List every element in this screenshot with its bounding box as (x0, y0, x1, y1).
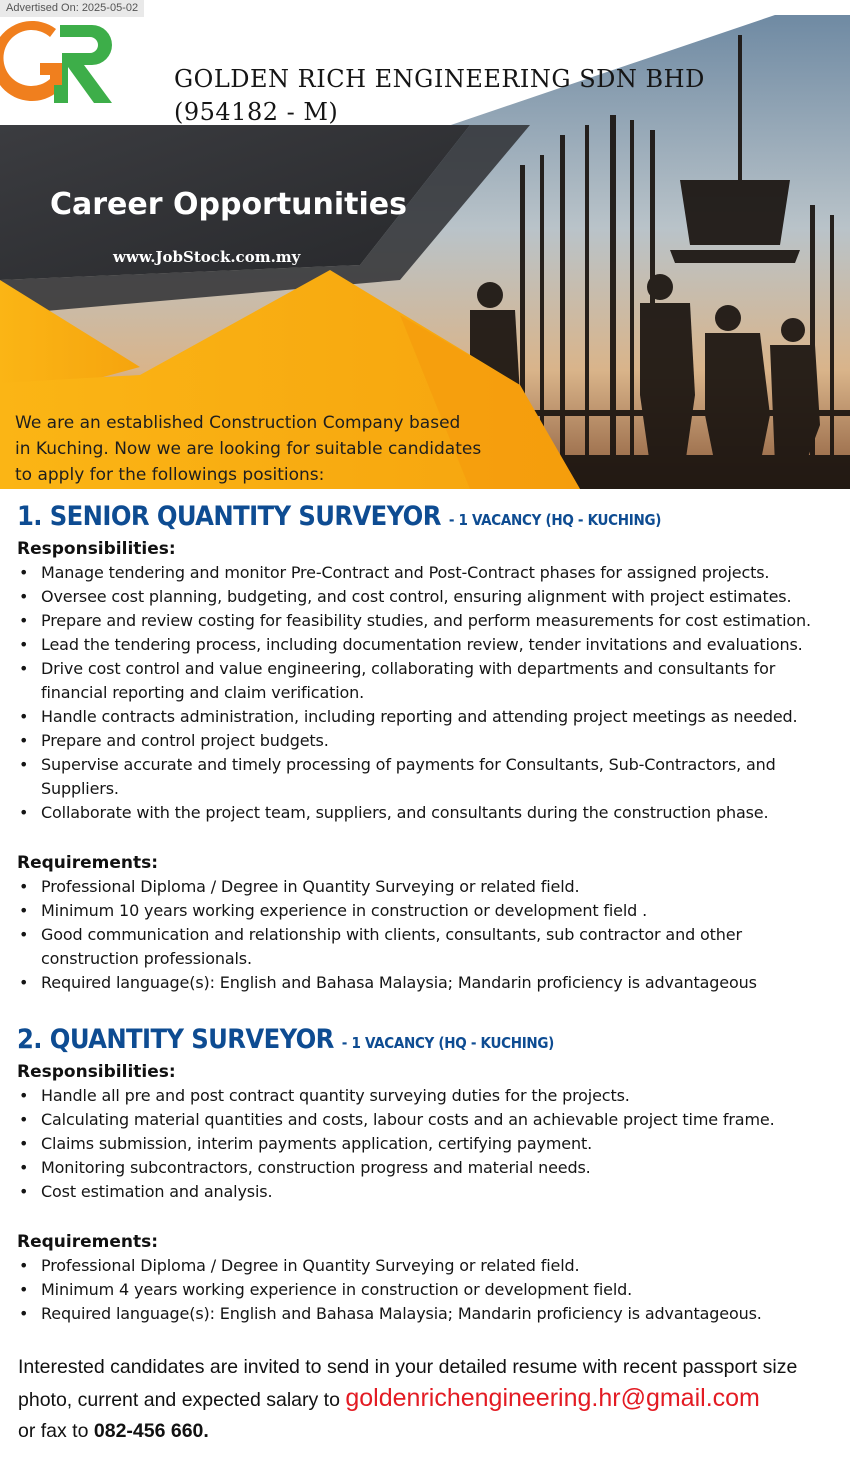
list-item: • Cost estimation and analysis. (17, 1180, 842, 1204)
intro-text (15, 410, 505, 488)
list-item: • Good communication and relationship with clients, consultants, sub contractor and other construction professionals. (17, 923, 842, 971)
responsibilities-list (17, 561, 842, 825)
list-item: • Handle contracts administration, including reporting and attending project meetings as needed. (17, 705, 842, 729)
list-item: • Calculating material quantities and costs, labour costs and an achievable project time frame. (17, 1108, 842, 1132)
contact-info (18, 1352, 833, 1447)
job-vacancy: - 1 VACANCY (HQ - KUCHING) (448, 511, 662, 529)
website-link[interactable]: www.JobStock.com.my (113, 248, 301, 266)
list-item: • Supervise accurate and timely processing of payments for Consultants, Sub-Contractors, and Suppliers. (17, 753, 842, 801)
list-item: • Oversee cost planning, budgeting, and cost control, ensuring alignment with project estimates. (17, 585, 842, 609)
list-item: • Claims submission, interim payments application, certifying payment. (17, 1132, 842, 1156)
contact-email-link[interactable]: goldenrichengineering.hr@gmail.com (345, 1384, 760, 1412)
company-registration: (954182 - M) (174, 98, 339, 126)
company-name (174, 63, 705, 129)
requirements-heading: Requirements: (17, 853, 159, 873)
list-item: • Collaborate with the project team, suppliers, and consultants during the construction phase. (17, 801, 842, 825)
spacer (17, 1204, 842, 1230)
career-opportunities-heading: Career Opportunities (50, 187, 408, 222)
list-item: • Required language(s): English and Bahasa Malaysia; Mandarin proficiency is advantageous. (17, 1302, 842, 1326)
contact-fax-number: 082-456 660. (93, 1420, 209, 1442)
job-quantity-surveyor (17, 1023, 842, 1326)
contact-text: Interested candidates are invited to send in your detailed resume with recent passport size photo, current and expected salary to (18, 1356, 798, 1411)
job-title-text: 2. QUANTITY SURVEYOR (17, 1024, 334, 1055)
spacer (17, 825, 842, 851)
responsibilities-list (17, 1084, 842, 1204)
list-item: • Professional Diploma / Degree in Quantity Surveying or related field. (17, 1254, 842, 1278)
responsibilities-heading: Responsibilities: (17, 1062, 176, 1082)
company-logo (0, 15, 114, 107)
hero-banner (0, 15, 850, 489)
intro-line-2: in Kuching. Now we are looking for suitable candidates (15, 439, 482, 459)
job-title (17, 1023, 842, 1060)
job-title (17, 500, 842, 537)
list-item: • Drive cost control and value engineering, collaborating with departments and consultants for financial reporting and claim verification. (17, 657, 842, 705)
job-vacancy: - 1 VACANCY (HQ - KUCHING) (341, 1034, 555, 1052)
requirements-list (17, 875, 842, 995)
requirements-list (17, 1254, 842, 1326)
list-item: • Prepare and review costing for feasibility studies, and perform measurements for cost estimation. (17, 609, 842, 633)
list-item: • Handle all pre and post contract quantity surveying duties for the projects. (17, 1084, 842, 1108)
responsibilities-heading: Responsibilities: (17, 539, 176, 559)
list-item: • Minimum 4 years working experience in construction or development field. (17, 1278, 842, 1302)
job-senior-quantity-surveyor (17, 500, 842, 995)
list-item: • Required language(s): English and Bahasa Malaysia; Mandarin proficiency is advantageous (17, 971, 842, 995)
list-item: • Lead the tendering process, including documentation review, tender invitations and evaluations. (17, 633, 842, 657)
requirements-heading: Requirements: (17, 1232, 159, 1252)
job-title-text: 1. SENIOR QUANTITY SURVEYOR (17, 501, 441, 532)
list-item: • Professional Diploma / Degree in Quantity Surveying or related field. (17, 875, 842, 899)
list-item: • Minimum 10 years working experience in construction or development field . (17, 899, 842, 923)
list-item: • Monitoring subcontractors, construction progress and material needs. (17, 1156, 842, 1180)
contact-fax-text: or fax to (18, 1420, 94, 1442)
list-item: • Manage tendering and monitor Pre-Contract and Post-Contract phases for assigned projects. (17, 561, 842, 585)
company-name-line1: GOLDEN RICH ENGINEERING SDN BHD (174, 65, 705, 93)
advertised-date-tag: Advertised On: 2025-05-02 (0, 0, 144, 17)
list-item: • Prepare and control project budgets. (17, 729, 842, 753)
intro-line-1: We are an established Construction Company based (15, 413, 461, 433)
intro-line-3: to apply for the followings positions: (15, 465, 325, 485)
